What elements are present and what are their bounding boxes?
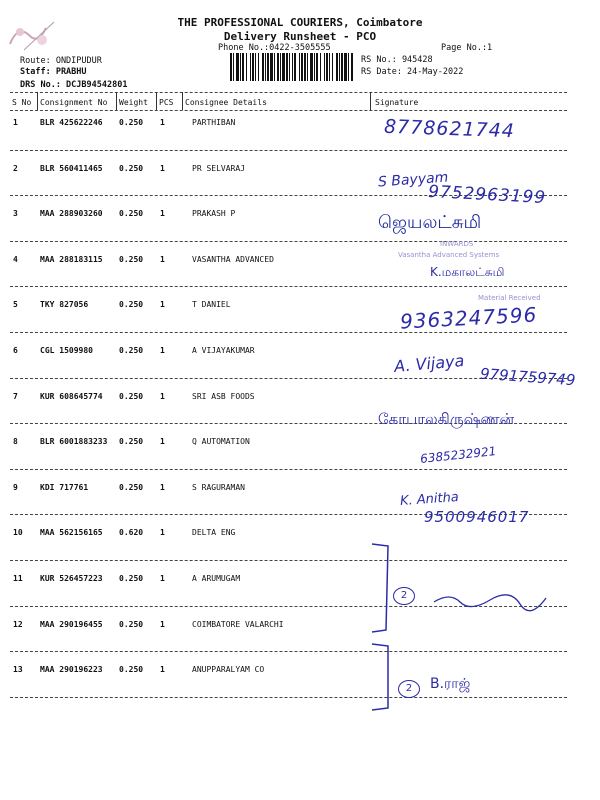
row-divider <box>10 469 567 470</box>
row-divider <box>10 697 567 698</box>
row-consignee: PRAKASH P <box>192 209 236 219</box>
row-weight: 0.250 <box>119 482 144 492</box>
col-sno: S No <box>12 98 32 107</box>
row-divider <box>10 560 567 561</box>
company-name: THE PROFESSIONAL COURIERS, Coimbatore <box>177 16 423 29</box>
col-divider <box>370 92 371 110</box>
header-top-rule <box>10 92 567 93</box>
row-consignee: PR SELVARAJ <box>192 163 245 173</box>
staff: Staff: PRABHU <box>20 67 87 77</box>
row-sno: 6 <box>13 346 18 355</box>
row-consignment: MAA 288903260 <box>40 209 103 219</box>
row-weight: 0.250 <box>119 163 144 173</box>
row-weight: 0.250 <box>119 619 144 629</box>
stamp-line-3: Material Received <box>478 294 541 302</box>
signature-6-phone: 9791759749 <box>479 364 576 390</box>
circled-number: 2 <box>393 587 415 605</box>
col-pcs: PCS <box>159 98 174 107</box>
row-consignment: CGL 1509980 <box>40 346 93 355</box>
col-divider <box>116 92 117 110</box>
row-pcs: 1 <box>160 437 165 447</box>
col-consignment: Consignment No <box>40 98 108 107</box>
row-sno: 12 <box>13 619 23 629</box>
row-pcs: 1 <box>160 528 165 538</box>
row-weight: 0.250 <box>119 346 144 355</box>
row-divider <box>10 286 567 287</box>
row-weight: 0.620 <box>119 528 144 538</box>
col-divider <box>156 92 157 110</box>
row-consignee: Q AUTOMATION <box>192 437 250 447</box>
row-consignment: MAA 562156165 <box>40 528 103 538</box>
row-weight: 0.250 <box>119 254 144 264</box>
row-pcs: 1 <box>160 254 165 264</box>
row-pcs: 1 <box>160 574 165 583</box>
col-divider <box>37 92 38 110</box>
row-sno: 1 <box>13 118 18 127</box>
row-pcs: 1 <box>160 209 165 219</box>
row-sno: 5 <box>13 300 18 310</box>
stamp-line-1: INWARDS <box>440 240 474 248</box>
signature-2-phone: 9752963199 <box>427 181 547 209</box>
row-consignee: A VIJAYAKUMAR <box>192 346 255 355</box>
row-weight: 0.250 <box>119 118 144 127</box>
row-consignment: KUR 526457223 <box>40 574 103 583</box>
row-pcs: 1 <box>160 391 165 401</box>
row-consignee: T DANIEL <box>192 300 231 310</box>
row-consignment: BLR 6001883233 <box>40 437 108 447</box>
barcode <box>230 53 354 81</box>
signature-3: ஜெயலட்சுமி <box>378 212 482 233</box>
row-sno: 2 <box>13 163 18 173</box>
signature-7: கோபாலகிருஷ்ணன் <box>378 410 515 428</box>
rs-date: RS Date: 24-May-2022 <box>361 67 464 77</box>
row-weight: 0.250 <box>119 391 144 401</box>
row-sno: 8 <box>13 437 18 447</box>
row-consignment: MAA 290196455 <box>40 619 103 629</box>
row-consignment: KDI 717761 <box>40 482 89 492</box>
row-consignment: MAA 290196223 <box>40 665 103 675</box>
signature-6-name: A. Vijaya <box>393 350 466 377</box>
row-pcs: 1 <box>160 118 165 127</box>
signature-5: 9363247596 <box>399 302 538 334</box>
document-title: Delivery Runsheet - PCO <box>223 30 377 43</box>
row-consignment: KUR 608645774 <box>40 391 103 401</box>
row-weight: 0.250 <box>119 574 144 583</box>
signature-8: 6385232921 <box>419 444 497 466</box>
row-pcs: 1 <box>160 665 165 675</box>
row-divider <box>10 332 567 333</box>
row-sno: 10 <box>13 528 23 538</box>
signature-2-name: S Bayyam <box>377 169 449 191</box>
row-consignee: DELTA ENG <box>192 528 236 538</box>
row-consignee: A ARUMUGAM <box>192 574 241 583</box>
row-pcs: 1 <box>160 300 165 310</box>
col-divider <box>182 92 183 110</box>
page-number: Page No.:1 <box>441 43 493 53</box>
phone-number: Phone No.:0422-3505555 <box>218 43 331 53</box>
row-sno: 4 <box>13 254 18 264</box>
signature-1: 8778621744 <box>383 115 516 143</box>
row-consignee: ANUPPARALYAM CO <box>192 665 265 675</box>
row-sno: 7 <box>13 391 18 401</box>
row-consignment: BLR 560411465 <box>40 163 103 173</box>
row-weight: 0.250 <box>119 209 144 219</box>
row-consignment: BLR 425622246 <box>40 118 103 127</box>
drs-number: DRS No.: DCJB94542801 <box>20 80 128 90</box>
row-divider <box>10 150 567 151</box>
route: Route: ONDIPUDUR <box>20 56 102 66</box>
stamp-line-2: Vasantha Advanced Systems <box>398 251 500 259</box>
row-weight: 0.250 <box>119 437 144 447</box>
row-sno: 13 <box>13 665 23 675</box>
row-consignee: COIMBATORE VALARCHI <box>192 619 284 629</box>
row-consignee: PARTHIBAN <box>192 118 236 127</box>
signature-13: B.ராஜ் <box>430 676 471 692</box>
row-consignee: S RAGURAMAN <box>192 482 245 492</box>
row-consignment: MAA 288183115 <box>40 254 103 264</box>
row-pcs: 1 <box>160 346 165 355</box>
signature-9-phone: 9500946017 <box>424 508 530 526</box>
row-pcs: 1 <box>160 619 165 629</box>
signature-9-name: K. Anitha <box>399 489 460 510</box>
row-weight: 0.250 <box>119 300 144 310</box>
scribble-signature <box>430 588 550 612</box>
row-pcs: 1 <box>160 482 165 492</box>
row-consignee: SRI ASB FOODS <box>192 391 255 401</box>
rs-number: RS No.: 945428 <box>361 55 433 65</box>
col-weight: Weight <box>119 98 148 107</box>
row-consignee: VASANTHA ADVANCED <box>192 254 274 264</box>
row-consignment: TKY 827056 <box>40 300 89 310</box>
signature-4: K.மகாலட்சுமி <box>430 265 505 279</box>
row-divider <box>10 241 567 242</box>
row-pcs: 1 <box>160 163 165 173</box>
row-sno: 3 <box>13 209 18 219</box>
row-sno: 9 <box>13 482 18 492</box>
col-consignee: Consignee Details <box>185 98 267 107</box>
circled-number: 2 <box>398 680 420 698</box>
col-signature: Signature <box>375 98 419 107</box>
row-divider <box>10 651 567 652</box>
bracket-mark <box>368 540 398 720</box>
header-bottom-rule <box>10 110 567 111</box>
row-sno: 11 <box>13 574 23 583</box>
row-weight: 0.250 <box>119 665 144 675</box>
